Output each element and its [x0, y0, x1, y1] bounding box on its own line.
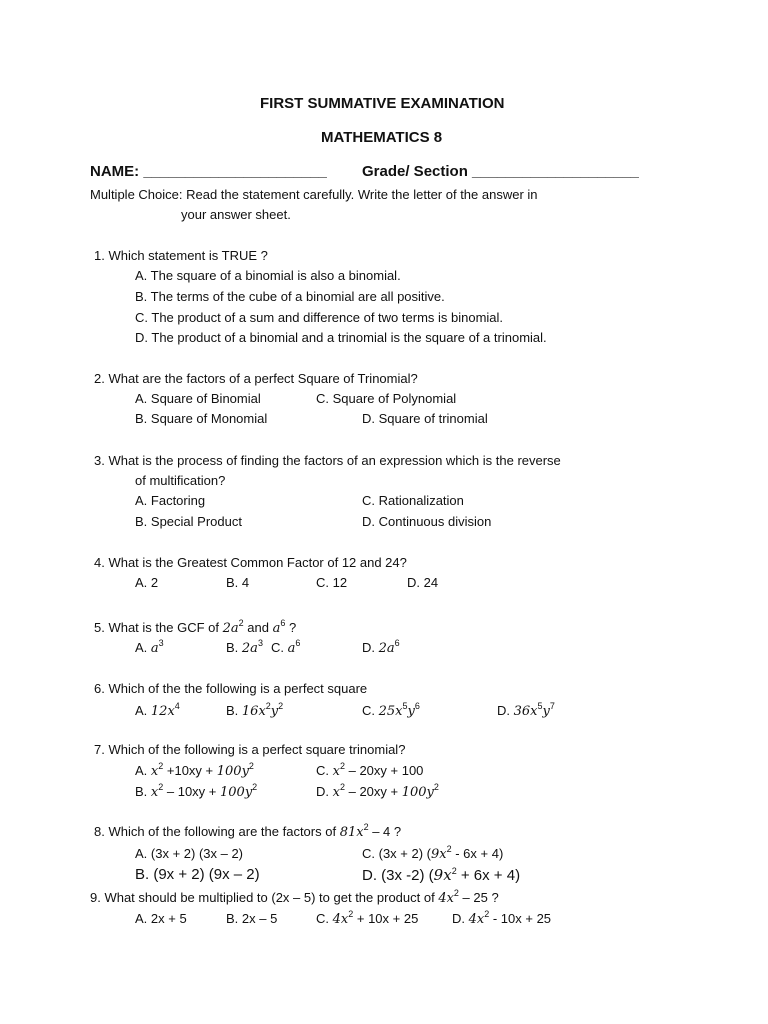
question-9-stem: 9. What should be multiplied to (2x – 5) to get the product of $4x^2 - 25$ ? [90, 888, 499, 906]
question-6-option-a: A. $12x^4$ [135, 701, 180, 719]
question-6-option-b: B. $16x^2y^2$ [226, 701, 284, 719]
question-4-stem: 4. What is the Greatest Common Factor of 12 and 24? [94, 555, 407, 570]
question-1-option-b: B. The terms of the cube of a binomial are all positive. [135, 289, 445, 304]
question-3-option-b: B. Special Product [135, 514, 242, 529]
question-6-option-c: C. $25x^5y^6$ [362, 701, 420, 719]
question-7-option-d: D. $x^2 - 20xy + 100y^2$ [316, 782, 439, 800]
question-7-option-b: B. $x^2 - 10xy + 100y^2$ [135, 782, 258, 800]
question-2-option-d: D. Square of trinomial [362, 411, 488, 426]
question-9-option-b: B. 2x – 5 [226, 911, 278, 926]
question-2-option-c: C. Square of Polynomial [316, 391, 457, 406]
question-4-option-c: C. 12 [316, 575, 348, 590]
question-1-stem: 1. Which statement is TRUE ? [94, 248, 268, 263]
subject-title: MATHEMATICS 8 [321, 129, 443, 146]
question-2-option-b: B. Square of Monomial [135, 411, 268, 426]
question-5-option-a: A. $a^3$ [135, 638, 164, 656]
question-8-option-b: B. (9x + 2) (9x – 2) [135, 866, 260, 883]
question-5-stem: 5. What is the GCF of $2a^2$ and $a^6$ ? [94, 618, 297, 636]
question-7-option-a: A. $x^2 +10xy + 100y^2$ [135, 761, 254, 779]
question-5-option-c: C. $a^6$ [271, 638, 301, 656]
instructions-line-1: Multiple Choice: Read the statement carefully. Write the letter of the answer in [90, 187, 538, 202]
instructions-line-2: your answer sheet. [181, 207, 291, 222]
question-8-option-a: A. (3x + 2) (3x – 2) [135, 846, 244, 861]
exam-title: FIRST SUMMATIVE EXAMINATION [260, 95, 505, 112]
question-1-option-d: D. The product of a binomial and a trinomial is the square of a trinomial. [135, 330, 547, 345]
question-3-option-d: D. Continuous division [362, 514, 492, 529]
grade-section-field: Grade/ Section ____________________ [362, 163, 639, 180]
question-5-option-d: D. $2a^6$ [362, 638, 400, 656]
question-5-option-b: B. $2a^3$ [226, 638, 263, 656]
question-1-option-a: A. The square of a binomial is also a binomial. [135, 268, 401, 283]
question-4-option-a: A. 2 [135, 575, 159, 590]
question-6-stem: 6. Which of the the following is a perfect square [94, 681, 368, 696]
question-3-stem: 3. What is the process of finding the factors of an expression which is the reverse [94, 453, 561, 468]
question-3-stem-continued: of multification? [135, 473, 226, 488]
question-8-option-c: C. (3x + 2) $(9x^2 - 6x + 4)$ [362, 844, 504, 862]
question-7-option-c: C. $x^2 - 20xy + 100$ [316, 761, 424, 779]
question-9-option-a: A. 2x + 5 [135, 911, 187, 926]
question-8-option-d: D. (3x -2) $(9x^2 + 6x + 4)$ [362, 866, 521, 884]
question-2-option-a: A. Square of Binomial [135, 391, 261, 406]
name-field: NAME: ______________________ [90, 163, 327, 180]
question-6-option-d: D. $36x^5y^7$ [497, 701, 555, 719]
question-3-option-c: C. Rationalization [362, 493, 464, 508]
question-4-option-d: D. 24 [407, 575, 439, 590]
question-3-option-a: A. Factoring [135, 493, 206, 508]
question-9-option-c: C. $4x^2 + 10x + 25$ [316, 909, 419, 927]
question-1-option-c: C. The product of a sum and difference of two terms is binomial. [135, 310, 504, 325]
question-2-stem: 2. What are the factors of a perfect Square of Trinomial? [94, 371, 418, 386]
question-8-stem: 8. Which of the following are the factors of $81x^2 - 4$ ? [94, 822, 402, 840]
question-4-option-b: B. 4 [226, 575, 250, 590]
question-7-stem: 7. Which of the following is a perfect square trinomial? [94, 742, 406, 757]
question-9-option-d: D. $4x^2 - 10x + 25$ [452, 909, 552, 927]
